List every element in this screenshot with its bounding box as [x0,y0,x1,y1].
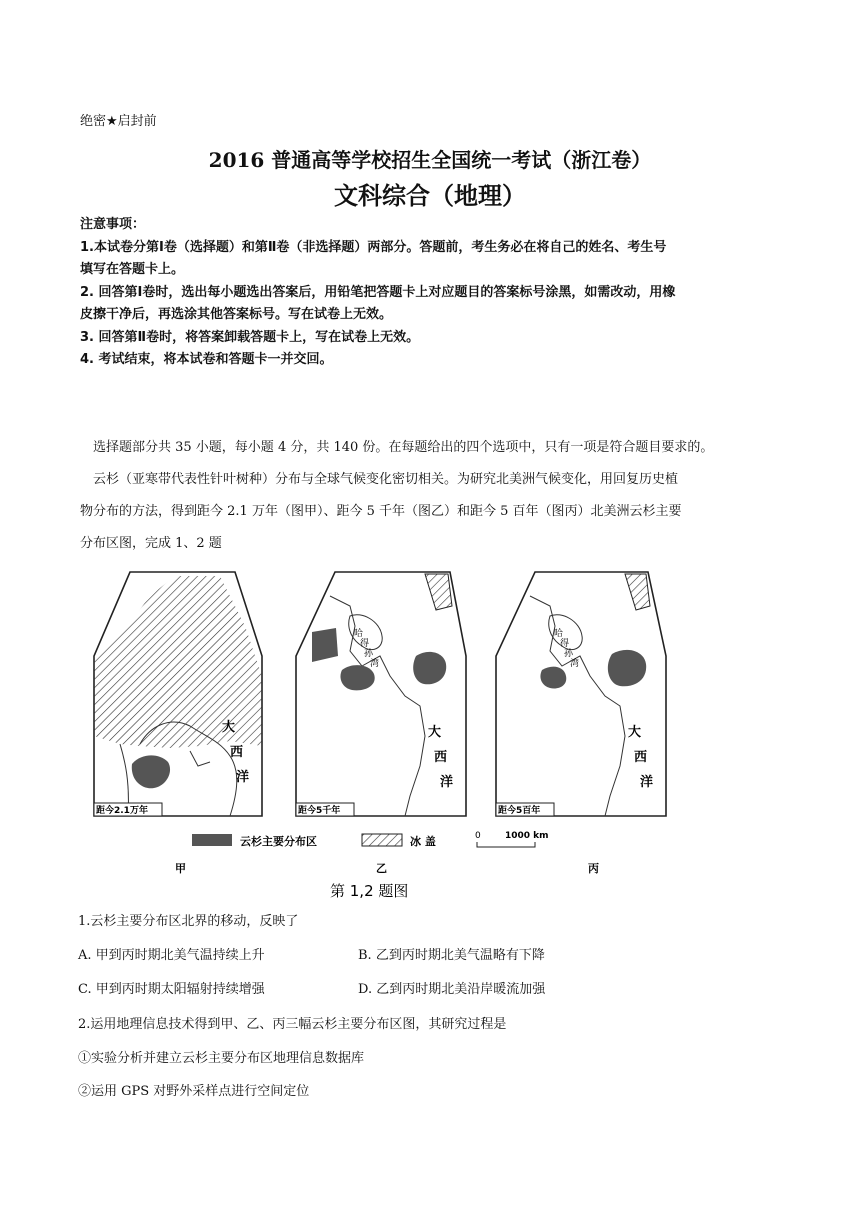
map-yi [296,572,466,816]
scale-bar [477,842,535,847]
map-stamp: 距今2.1万年 [96,806,148,816]
legend-ice-swatch [362,834,402,846]
bay-label-char: 得 [360,639,370,649]
map-label-yi: 乙 [376,862,387,875]
spruce-distribution-figure [80,566,780,906]
subject-title: 文科综合（地理） [334,181,526,210]
bay-label-char: 孙 [564,649,574,659]
exam-title: 2016 普通高等学校招生全国统一考试（浙江卷） [208,148,652,172]
notice-line: 皮擦干净后，再选涂其他答案标号。写在试卷上无效。 [80,307,393,322]
bay-label-char: 得 [560,639,570,649]
notice-heading: 注意事项： [80,217,146,232]
ocean-label-char: 大 [628,725,642,740]
ocean-label-char: 洋 [236,770,250,785]
notice-line: 1.本试卷分第Ⅰ卷（选择题）和第Ⅱ卷（非选择题）两部分。答题前，考生务必在将自己的姓名、考生号 [80,239,667,255]
ocean-label-char: 西 [434,750,448,765]
notice-line: 2. 回答第Ⅰ卷时，选出每小题选出答案后，用铅笔把答题卡上对应题目的答案标号涂黑，如需改动，用橡 [80,284,676,300]
bay-label-char: 孙 [364,649,374,659]
section-intro: 选择题部分共 35 小题，每小题 4 分，共 140 份。在每题给出的四个选项中，只有一项是符合题目要求的。 [93,440,714,455]
bay-label-char: 哈 [354,629,364,639]
passage [80,464,780,560]
ocean-label-char: 西 [230,745,244,760]
ocean-label-char: 大 [222,720,236,735]
map-label-jia: 甲 [175,862,186,875]
map-stamp: 距今5百年 [498,806,541,816]
question-1-option-a: A. 甲到丙时期北美气温持续上升 [78,948,265,963]
bay-label-char: 湾 [570,659,580,669]
passage-line: 分布区图，完成 1、2 题 [80,536,222,551]
bay-label-char: 哈 [554,629,564,639]
map-jia [94,572,262,816]
notice-line: 3. 回答第Ⅱ卷时，将答案卸载答题卡上，写在试卷上无效。 [80,329,420,345]
ocean-label-char: 西 [634,750,648,765]
map-label-bing: 丙 [588,862,599,875]
question-1-option-c: C. 甲到丙时期太阳辐射持续增强 [78,982,265,997]
question-1-option-b: B. 乙到丙时期北美气温略有下降 [358,948,545,963]
map-bing [496,572,666,816]
question-2-item: ①实验分析并建立云杉主要分布区地理信息数据库 [78,1051,365,1066]
scale-zero: 0 [475,831,481,841]
passage-line: 云杉（亚寒带代表性针叶树种）分布与全球气候变化密切相关。为研究北美洲气候变化，用回复历史植 [93,472,679,487]
secret-label: 绝密★启封前 [80,114,157,129]
figure-caption: 第 1,2 题图 [330,882,409,900]
map-stamp: 距今5千年 [298,806,341,816]
question-1-option-d: D. 乙到丙时期北美沿岸暖流加强 [358,982,546,997]
question-2-stem: 2.运用地理信息技术得到甲、乙、丙三幅云杉主要分布区图，其研究过程是 [78,1017,507,1032]
notice-block [80,214,780,372]
scale-value: 1000 km [505,831,549,841]
ocean-label-char: 洋 [640,775,654,790]
passage-line: 物分布的方法，得到距今 2.1 万年（图甲）、距今 5 千年（图乙）和距今 5 百年（图丙）北美洲云杉主要 [80,504,682,519]
legend-ice-label: 冰 盖 [410,835,436,848]
legend [192,831,549,848]
bay-label-char: 湾 [370,659,380,669]
ocean-label-char: 洋 [440,775,454,790]
legend-spruce-label: 云杉主要分布区 [240,835,317,848]
notice-line: 4. 考试结束，将本试卷和答题卡一并交回。 [80,352,333,367]
notice-line: 填写在答题卡上。 [80,262,185,277]
legend-spruce-swatch [192,834,232,846]
question-2-item: ②运用 GPS 对野外采样点进行空间定位 [78,1084,310,1099]
question-1-stem: 1.云杉主要分布区北界的移动，反映了 [78,914,299,929]
ocean-label-char: 大 [428,725,442,740]
